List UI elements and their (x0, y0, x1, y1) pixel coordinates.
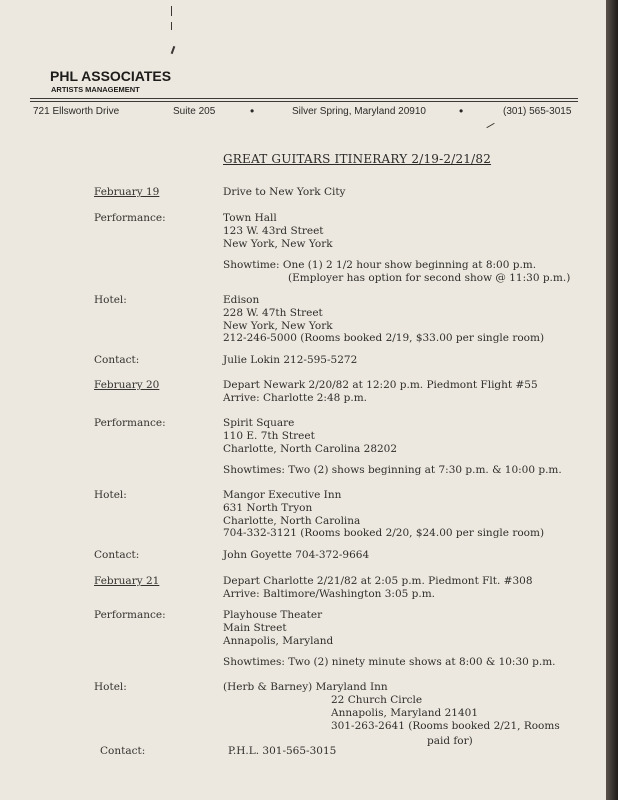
section-label: Contact: (100, 745, 146, 757)
company-subtitle: ARTISTS MANAGEMENT (51, 85, 140, 94)
section-label: Hotel: (94, 294, 127, 306)
section-text: Spirit Square 110 E. 7th Street Charlotte, North Carolina 28202 (223, 417, 398, 455)
section-text: Drive to New York City (223, 186, 346, 198)
address-street: 721 Ellsworth Drive (33, 106, 120, 117)
stray-mark (171, 46, 176, 54)
header-rule-bottom (30, 101, 578, 102)
section-label: February 21 (94, 575, 160, 587)
stray-mark (171, 22, 172, 30)
section-text: Edison 228 W. 47th Street New York, New York 212-246-5000 (Rooms booked 2/19, $33.00 per single room) (223, 294, 545, 345)
section-label: February 20 (94, 379, 160, 391)
address-separator: • (250, 104, 255, 118)
section-label: Contact: (94, 354, 140, 366)
section-text: John Goyette 704-372-9664 (223, 549, 370, 561)
section-text: P.H.L. 301-565-3015 (228, 745, 337, 757)
section-text: Depart Charlotte 2/21/82 at 2:05 p.m. Piedmont Flt. #308 Arrive: Baltimore/Washington 3:05 p.m. (223, 575, 533, 600)
address-suite: Suite 205 (173, 106, 216, 117)
section-text: Town Hall 123 W. 43rd Street New York, New York (223, 212, 333, 250)
section-text: Julie Lokin 212-595-5272 (223, 354, 358, 366)
pen-mark (486, 123, 494, 128)
section-label: Contact: (94, 549, 140, 561)
itinerary-title: GREAT GUITARS ITINERARY 2/19-2/21/82 (223, 152, 492, 166)
stray-mark (171, 6, 172, 16)
section-label: Hotel: (94, 489, 127, 501)
section-text: Showtimes: Two (2) shows beginning at 7:30 p.m. & 10:00 p.m. (223, 464, 562, 476)
address-city: Silver Spring, Maryland 20910 (292, 106, 426, 117)
section-text: Depart Newark 2/20/82 at 12:20 p.m. Piedmont Flight #55 Arrive: Charlotte 2:48 p.m. (223, 379, 538, 404)
company-name: PHL ASSOCIATES (50, 68, 172, 84)
section-text: Playhouse Theater Main Street Annapolis, Maryland (223, 609, 334, 647)
address-separator: • (459, 104, 464, 118)
header-rule-top (30, 98, 578, 99)
address-phone: (301) 565-3015 (503, 106, 572, 117)
section-text: (Herb & Barney) Maryland Inn (223, 681, 388, 693)
section-label: February 19 (94, 186, 160, 198)
section-text: Showtime: One (1) 2 1/2 hour show beginning at 8:00 p.m. (Employer has option for second show @ 11:30 p.m.) (223, 259, 571, 284)
section-label: Hotel: (94, 681, 127, 693)
section-label: Performance: (94, 212, 166, 224)
section-text: paid for) (427, 735, 473, 747)
section-label: Performance: (94, 609, 166, 621)
section-label: Performance: (94, 417, 166, 429)
section-text: 22 Church Circle Annapolis, Maryland 21401 301-263-2641 (Rooms booked 2/21, Rooms (331, 694, 560, 732)
section-text: Mangor Executive Inn 631 North Tryon Charlotte, North Carolina 704-332-3121 (Rooms booked 2/20, $24.00 per single room) (223, 489, 545, 540)
section-text: Showtimes: Two (2) ninety minute shows at 8:00 & 10:30 p.m. (223, 656, 556, 668)
scan-edge (606, 0, 618, 800)
